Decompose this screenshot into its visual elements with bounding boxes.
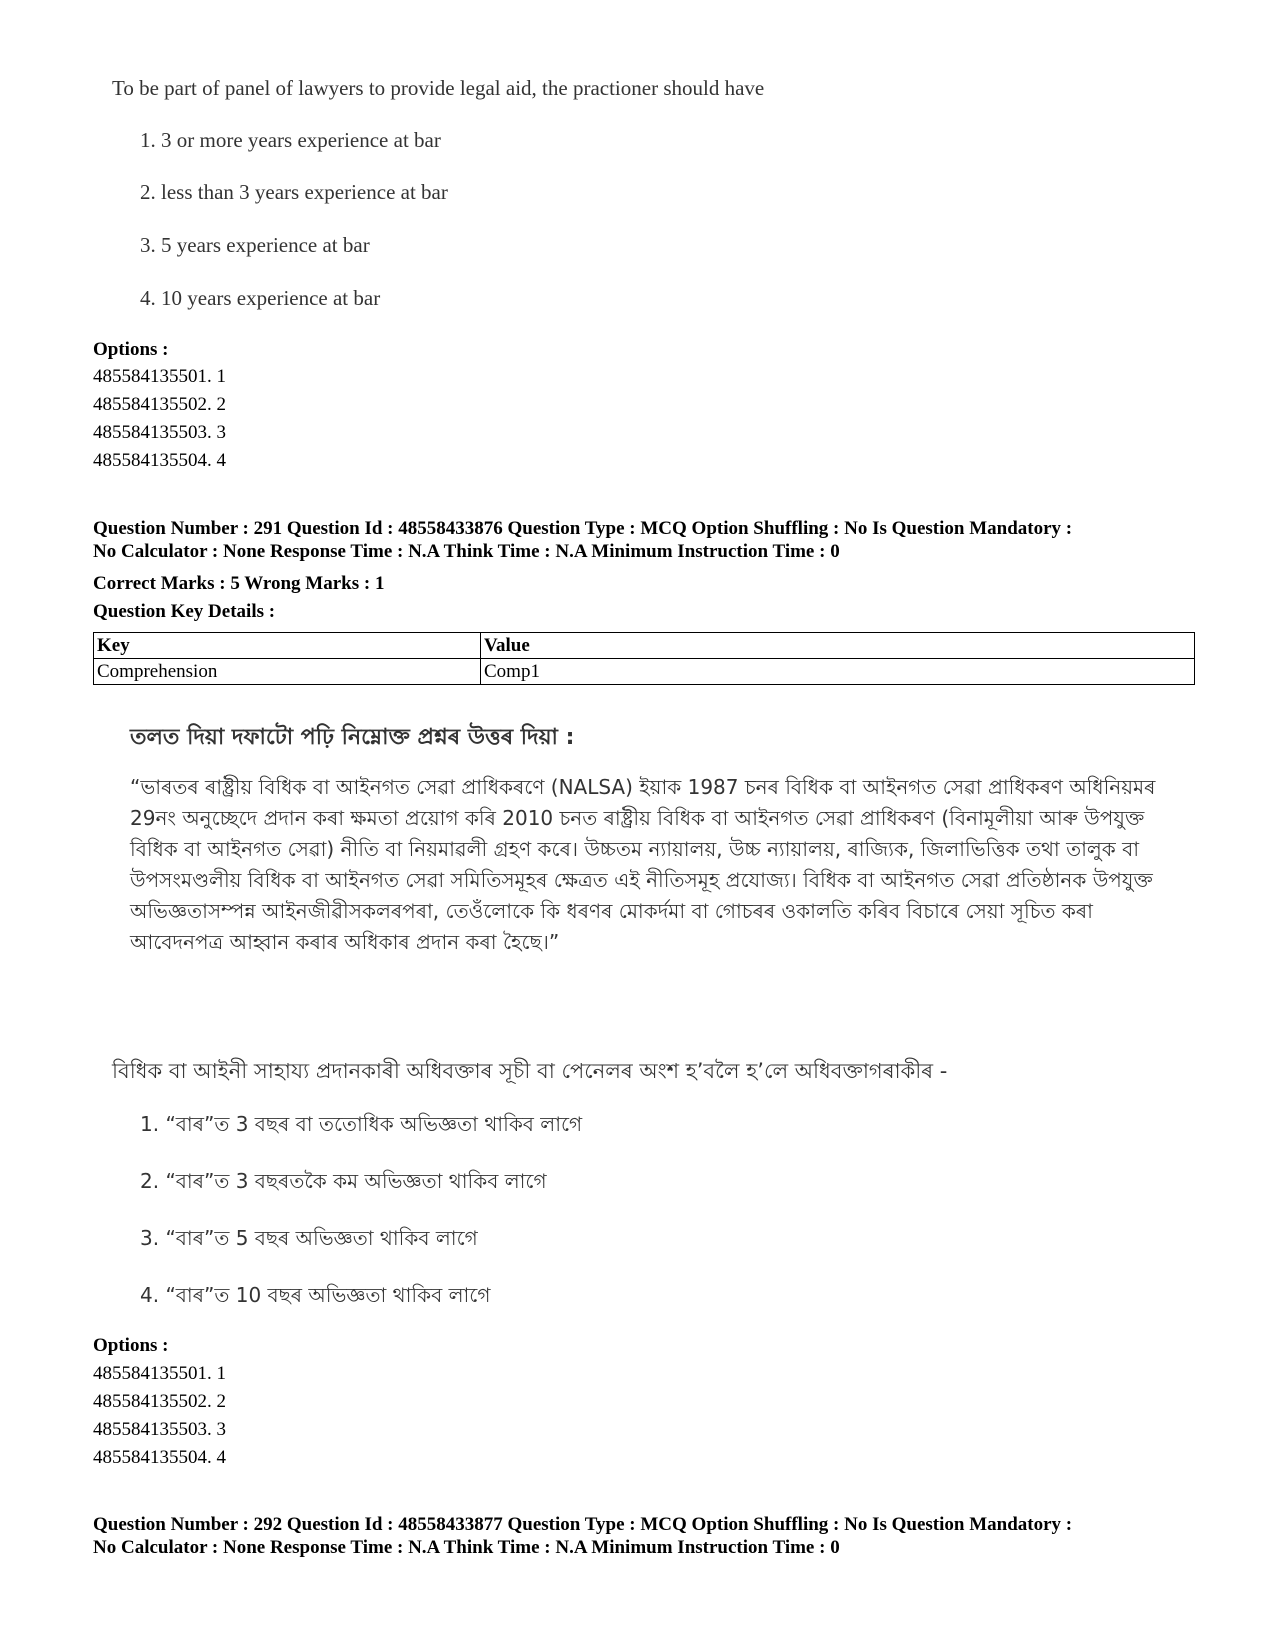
q291-option-2: 485584135502. 2 <box>93 1391 226 1412</box>
q291-item-3: 3. “বাৰ”ত 5 বছৰ অভিজ্ঞতা থাকিব লাগে <box>140 1226 478 1250</box>
prev-options-label: Options : <box>93 339 169 360</box>
q291-meta-line1: Question Number : 291 Question Id : 48558433876 Question Type : MCQ Option Shuffling : No Is Question Mandatory : <box>93 518 1073 539</box>
prev-question-item-4: 4. 10 years experience at bar <box>140 286 381 310</box>
q291-meta <box>93 517 1203 563</box>
table-row <box>94 659 1195 685</box>
key-header: Key <box>94 633 481 659</box>
q291-meta-line2: No Calculator : None Response Time : N.A Think Time : N.A Minimum Instruction Time : 0 <box>93 541 840 562</box>
q291-question-text: বিধিক বা আইনী সাহায্য প্ৰদানকাৰী অধিবক্তাৰ সূচী বা পেনেলৰ অংশ হ’বলৈ হ’লে অধিবক্তাগৰাকীৰ - <box>112 1059 948 1083</box>
q291-key-details-label: Question Key Details : <box>93 601 276 622</box>
q291-option-4: 485584135504. 4 <box>93 1447 226 1468</box>
q291-marks: Correct Marks : 5 Wrong Marks : 1 <box>93 573 385 594</box>
prev-question-text: To be part of panel of lawyers to provide legal aid, the practioner should have <box>112 76 765 100</box>
key-details-table <box>93 632 1195 685</box>
value-header: Value <box>481 633 1195 659</box>
prev-option-3: 485584135503. 3 <box>93 422 226 443</box>
prev-option-2: 485584135502. 2 <box>93 394 226 415</box>
prev-question-item-2: 2. less than 3 years experience at bar <box>140 180 448 204</box>
passage-heading: তলত দিয়া দফাটো পঢ়ি নিম্নোক্ত প্ৰশ্নৰ উত্তৰ দিয়া : <box>130 725 575 750</box>
prev-option-4: 485584135504. 4 <box>93 450 226 471</box>
passage-text: “ভাৰতৰ ৰাষ্ট্ৰীয় বিধিক বা আইনগত সেৱা প্ৰাধিকৰণে (NALSA) ইয়াক 1987 চনৰ বিধিক বা আইনগত সেৱা প্ৰাধিকৰণ অধিনিয়মৰ 29নং অনুচ্ছেদে প্ৰদান কৰা ক্ষমতা প্ৰয়োগ কৰি 2010 চনত ৰাষ্ট্ৰীয় বিধিক বা আইনগত সেৱা প্ৰাধিকৰণ (বিনামূলীয়া আৰু উপযুক্ত বিধিক বা আইনগত সেৱা) নীতি বা নিয়মাৱলী গ্ৰহণ কৰে। উচ্চতম ন্যায়ালয়, উচ্চ ন্যায়ালয়, ৰাজ্যিক, জিলাভিত্তিক তথা তালুক বা উপসংমণ্ডলীয় বিধিক বা আইনগত সেৱা সমিতিসমূহৰ ক্ষেত্ৰত এই নীতিসমূহ প্ৰযোজ্য। বিধিক বা আইনগত সেৱা প্ৰতিষ্ঠানক উপযুক্ত অভিজ্ঞতাসম্পন্ন আইনজীৱীসকলৰপৰা, তেওঁলোকে কি ধৰণৰ মোকৰ্দমা বা গোচৰৰ ওকালতি কৰিব বিচাৰে সেয়া সূচিত কৰা আবেদনপত্ৰ আহ্বান কৰাৰ অধিকাৰ প্ৰদান কৰা হৈছে।” <box>130 775 1156 954</box>
q291-option-1: 485584135501. 1 <box>93 1363 226 1384</box>
q291-item-1: 1. “বাৰ”ত 3 বছৰ বা ততোধিক অভিজ্ঞতা থাকিব লাগে <box>140 1112 583 1136</box>
q291-item-2: 2. “বাৰ”ত 3 বছৰতকৈ কম অভিজ্ঞতা থাকিব লাগে <box>140 1169 547 1193</box>
prev-option-1: 485584135501. 1 <box>93 366 226 387</box>
q291-options-label: Options : <box>93 1335 169 1356</box>
prev-question-item-1: 1. 3 or more years experience at bar <box>140 128 441 152</box>
q292-meta <box>93 1513 1203 1559</box>
q291-option-3: 485584135503. 3 <box>93 1419 226 1440</box>
q291-item-4: 4. “বাৰ”ত 10 বছৰ অভিজ্ঞতা থাকিব লাগে <box>140 1283 491 1307</box>
q292-meta-line2: No Calculator : None Response Time : N.A Think Time : N.A Minimum Instruction Time : 0 <box>93 1537 840 1558</box>
key-table-header-row <box>94 633 1195 659</box>
prev-question-item-3: 3. 5 years experience at bar <box>140 233 370 257</box>
q292-meta-line1: Question Number : 292 Question Id : 48558433877 Question Type : MCQ Option Shuffling : No Is Question Mandatory : <box>93 1514 1073 1535</box>
value-cell: Comp1 <box>481 659 1195 685</box>
key-cell: Comprehension <box>94 659 481 685</box>
